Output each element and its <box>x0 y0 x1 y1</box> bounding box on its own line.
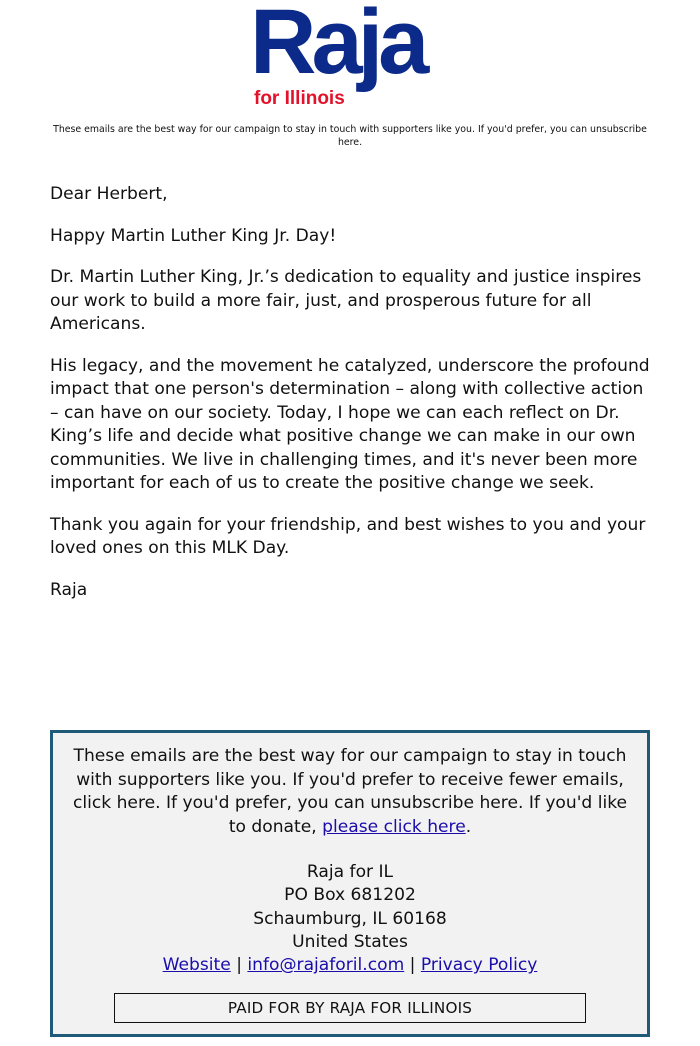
logo-wordmark: Raja <box>250 0 425 93</box>
website-link[interactable]: Website <box>162 955 231 976</box>
paid-for-disclaimer: PAID FOR BY RAJA FOR ILLINOIS <box>114 993 586 1023</box>
address-country: United States <box>292 931 408 952</box>
campaign-logo <box>250 0 450 110</box>
privacy-policy-link[interactable]: Privacy Policy <box>420 955 538 976</box>
address-po-box: PO Box 681202 <box>284 885 416 906</box>
link-separator: | <box>236 955 242 976</box>
address-city: Schaumburg, IL 60168 <box>253 908 447 929</box>
mailing-address <box>63 861 637 977</box>
link-separator: | <box>409 955 416 976</box>
footer-links <box>63 954 637 977</box>
footer-message-end: . <box>465 816 472 837</box>
paragraph-thanks: Thank you again for your friendship, and best wishes to you and your loved ones on this MLK Day. <box>50 514 646 558</box>
footer-message <box>63 745 637 839</box>
greeting: Dear Herbert, <box>50 184 168 204</box>
header-notice: These emails are the best way for our campaign to stay in touch with supporters like you. If you'd prefer, you can unsubscribe here. <box>53 124 647 148</box>
email-link[interactable]: info@rajaforil.com <box>247 955 405 976</box>
footer-box <box>50 730 650 1037</box>
paragraph-holiday: Happy Martin Luther King Jr. Day! <box>50 225 337 246</box>
logo-tagline: for Illinois <box>254 88 345 109</box>
email-body <box>50 183 655 620</box>
donate-link[interactable]: please click here <box>322 816 466 837</box>
paragraph-legacy: His legacy, and the movement he catalyzed, underscore the profound impact that one person's determination – along with collective action – can have on our society. Today, I hope we can each reflect on Dr. King’s life and decide what positive change we can make in our own communities. We live in challenging times, and it's never been more important for each of us to create the positive change we seek. <box>50 355 650 493</box>
signature: Raja <box>50 579 88 600</box>
footer-message-text: These emails are the best way for our campaign to stay in touch with supporters like you. If you'd prefer to receive fewer emails, click here. If you'd prefer, you can unsubscribe here. If you'd like to donate, <box>72 746 628 837</box>
address-org: Raja for IL <box>306 862 394 882</box>
paragraph-dedication: Dr. Martin Luther King, Jr.’s dedication to equality and justice inspires our work to build a more fair, just, and prosperous future for all Americans. <box>50 267 642 334</box>
